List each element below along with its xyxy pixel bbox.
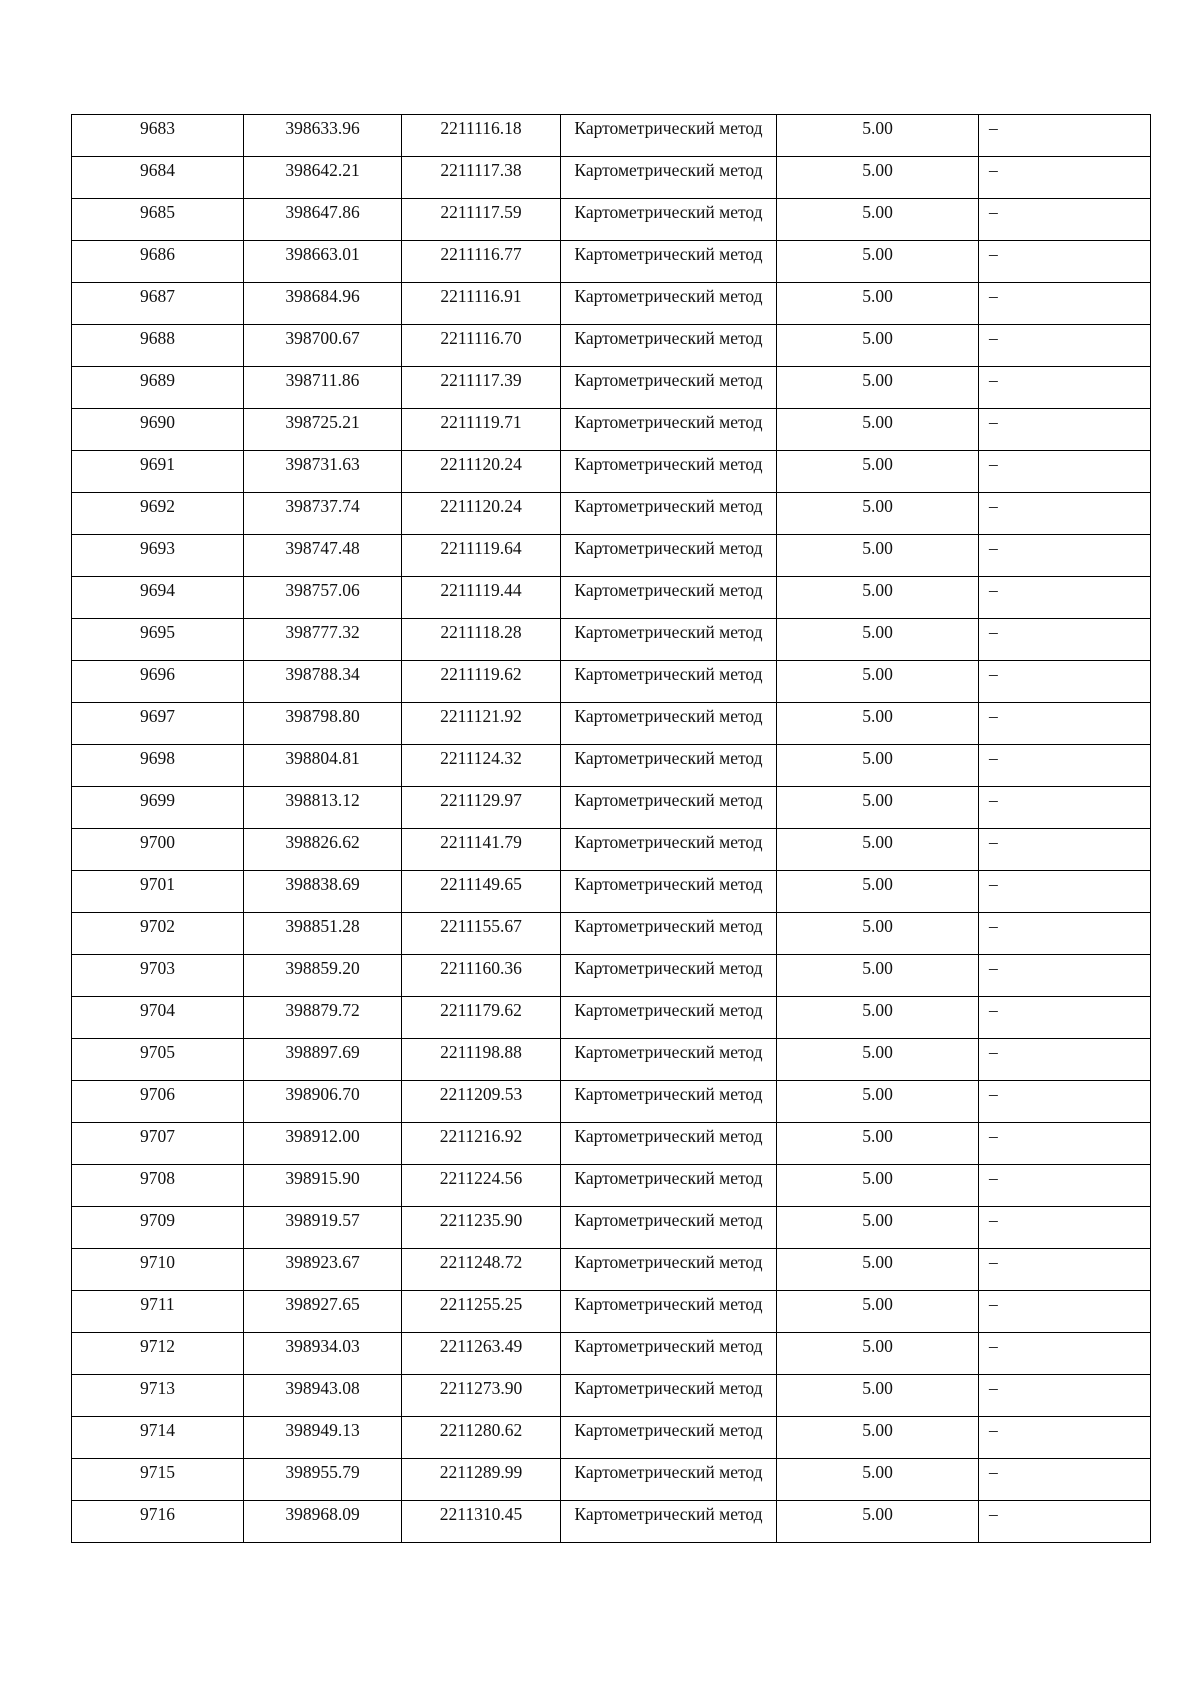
accuracy-cell: 5.00 [777, 1123, 979, 1165]
point-number-cell: 9686 [72, 241, 244, 283]
description-cell: – [979, 199, 1151, 241]
method-cell: Картометрический метод [561, 619, 777, 661]
description-cell: – [979, 157, 1151, 199]
accuracy-cell: 5.00 [777, 1249, 979, 1291]
table-row [72, 115, 1151, 157]
description-cell: – [979, 283, 1151, 325]
description-cell: – [979, 367, 1151, 409]
table-row [72, 1249, 1151, 1291]
accuracy-cell: 5.00 [777, 283, 979, 325]
y-coordinate-cell: 2211129.97 [402, 787, 561, 829]
point-number-cell: 9710 [72, 1249, 244, 1291]
accuracy-cell: 5.00 [777, 955, 979, 997]
description-cell: – [979, 535, 1151, 577]
accuracy-cell: 5.00 [777, 871, 979, 913]
accuracy-cell: 5.00 [777, 1417, 979, 1459]
table-row [72, 241, 1151, 283]
y-coordinate-cell: 2211116.77 [402, 241, 561, 283]
accuracy-cell: 5.00 [777, 619, 979, 661]
method-cell: Картометрический метод [561, 1081, 777, 1123]
description-cell: – [979, 745, 1151, 787]
x-coordinate-cell: 398859.20 [244, 955, 402, 997]
table-row [72, 1333, 1151, 1375]
method-cell: Картометрический метод [561, 1039, 777, 1081]
method-cell: Картометрический метод [561, 157, 777, 199]
y-coordinate-cell: 2211120.24 [402, 493, 561, 535]
accuracy-cell: 5.00 [777, 913, 979, 955]
accuracy-cell: 5.00 [777, 115, 979, 157]
table-row [72, 1207, 1151, 1249]
method-cell: Картометрический метод [561, 829, 777, 871]
table-row [72, 955, 1151, 997]
x-coordinate-cell: 398777.32 [244, 619, 402, 661]
table-row [72, 703, 1151, 745]
table-row [72, 199, 1151, 241]
coordinates-table [71, 114, 1151, 1543]
y-coordinate-cell: 2211116.18 [402, 115, 561, 157]
y-coordinate-cell: 2211280.62 [402, 1417, 561, 1459]
method-cell: Картометрический метод [561, 367, 777, 409]
method-cell: Картометрический метод [561, 1417, 777, 1459]
point-number-cell: 9688 [72, 325, 244, 367]
table-row [72, 409, 1151, 451]
point-number-cell: 9714 [72, 1417, 244, 1459]
y-coordinate-cell: 2211149.65 [402, 871, 561, 913]
x-coordinate-cell: 398897.69 [244, 1039, 402, 1081]
method-cell: Картометрический метод [561, 451, 777, 493]
description-cell: – [979, 871, 1151, 913]
point-number-cell: 9695 [72, 619, 244, 661]
description-cell: – [979, 1207, 1151, 1249]
point-number-cell: 9697 [72, 703, 244, 745]
table-body [72, 115, 1151, 1543]
accuracy-cell: 5.00 [777, 997, 979, 1039]
method-cell: Картометрический метод [561, 661, 777, 703]
description-cell: – [979, 241, 1151, 283]
y-coordinate-cell: 2211141.79 [402, 829, 561, 871]
table-row [72, 367, 1151, 409]
description-cell: – [979, 661, 1151, 703]
table-row [72, 1417, 1151, 1459]
x-coordinate-cell: 398915.90 [244, 1165, 402, 1207]
y-coordinate-cell: 2211310.45 [402, 1501, 561, 1543]
y-coordinate-cell: 2211119.44 [402, 577, 561, 619]
method-cell: Картометрический метод [561, 1123, 777, 1165]
table-row [72, 157, 1151, 199]
description-cell: – [979, 1039, 1151, 1081]
table-row [72, 1459, 1151, 1501]
accuracy-cell: 5.00 [777, 493, 979, 535]
table-row [72, 997, 1151, 1039]
method-cell: Картометрический метод [561, 1459, 777, 1501]
accuracy-cell: 5.00 [777, 367, 979, 409]
table-row [72, 829, 1151, 871]
x-coordinate-cell: 398934.03 [244, 1333, 402, 1375]
point-number-cell: 9715 [72, 1459, 244, 1501]
x-coordinate-cell: 398826.62 [244, 829, 402, 871]
y-coordinate-cell: 2211248.72 [402, 1249, 561, 1291]
point-number-cell: 9698 [72, 745, 244, 787]
description-cell: – [979, 1375, 1151, 1417]
description-cell: – [979, 1417, 1151, 1459]
table-row [72, 493, 1151, 535]
x-coordinate-cell: 398798.80 [244, 703, 402, 745]
point-number-cell: 9700 [72, 829, 244, 871]
description-cell: – [979, 787, 1151, 829]
x-coordinate-cell: 398737.74 [244, 493, 402, 535]
table-row [72, 661, 1151, 703]
method-cell: Картометрический метод [561, 409, 777, 451]
x-coordinate-cell: 398851.28 [244, 913, 402, 955]
method-cell: Картометрический метод [561, 1501, 777, 1543]
method-cell: Картометрический метод [561, 241, 777, 283]
x-coordinate-cell: 398700.67 [244, 325, 402, 367]
accuracy-cell: 5.00 [777, 1165, 979, 1207]
point-number-cell: 9704 [72, 997, 244, 1039]
method-cell: Картометрический метод [561, 871, 777, 913]
point-number-cell: 9693 [72, 535, 244, 577]
description-cell: – [979, 1123, 1151, 1165]
table-row [72, 577, 1151, 619]
x-coordinate-cell: 398906.70 [244, 1081, 402, 1123]
y-coordinate-cell: 2211255.25 [402, 1291, 561, 1333]
y-coordinate-cell: 2211289.99 [402, 1459, 561, 1501]
table-row [72, 1039, 1151, 1081]
x-coordinate-cell: 398711.86 [244, 367, 402, 409]
x-coordinate-cell: 398879.72 [244, 997, 402, 1039]
x-coordinate-cell: 398943.08 [244, 1375, 402, 1417]
point-number-cell: 9696 [72, 661, 244, 703]
description-cell: – [979, 1165, 1151, 1207]
x-coordinate-cell: 398919.57 [244, 1207, 402, 1249]
x-coordinate-cell: 398788.34 [244, 661, 402, 703]
description-cell: – [979, 1249, 1151, 1291]
accuracy-cell: 5.00 [777, 199, 979, 241]
y-coordinate-cell: 2211120.24 [402, 451, 561, 493]
x-coordinate-cell: 398725.21 [244, 409, 402, 451]
y-coordinate-cell: 2211235.90 [402, 1207, 561, 1249]
description-cell: – [979, 1291, 1151, 1333]
description-cell: – [979, 619, 1151, 661]
description-cell: – [979, 703, 1151, 745]
accuracy-cell: 5.00 [777, 535, 979, 577]
x-coordinate-cell: 398968.09 [244, 1501, 402, 1543]
y-coordinate-cell: 2211116.70 [402, 325, 561, 367]
table-row [72, 325, 1151, 367]
description-cell: – [979, 829, 1151, 871]
x-coordinate-cell: 398949.13 [244, 1417, 402, 1459]
x-coordinate-cell: 398684.96 [244, 283, 402, 325]
point-number-cell: 9706 [72, 1081, 244, 1123]
x-coordinate-cell: 398912.00 [244, 1123, 402, 1165]
x-coordinate-cell: 398747.48 [244, 535, 402, 577]
method-cell: Картометрический метод [561, 115, 777, 157]
point-number-cell: 9716 [72, 1501, 244, 1543]
table-row [72, 787, 1151, 829]
table-row [72, 745, 1151, 787]
method-cell: Картометрический метод [561, 703, 777, 745]
point-number-cell: 9707 [72, 1123, 244, 1165]
accuracy-cell: 5.00 [777, 409, 979, 451]
accuracy-cell: 5.00 [777, 661, 979, 703]
method-cell: Картометрический метод [561, 955, 777, 997]
y-coordinate-cell: 2211118.28 [402, 619, 561, 661]
point-number-cell: 9709 [72, 1207, 244, 1249]
description-cell: – [979, 409, 1151, 451]
table-row [72, 871, 1151, 913]
method-cell: Картометрический метод [561, 535, 777, 577]
x-coordinate-cell: 398663.01 [244, 241, 402, 283]
method-cell: Картометрический метод [561, 577, 777, 619]
table-row [72, 283, 1151, 325]
point-number-cell: 9705 [72, 1039, 244, 1081]
accuracy-cell: 5.00 [777, 745, 979, 787]
x-coordinate-cell: 398955.79 [244, 1459, 402, 1501]
x-coordinate-cell: 398927.65 [244, 1291, 402, 1333]
description-cell: – [979, 115, 1151, 157]
method-cell: Картометрический метод [561, 1165, 777, 1207]
accuracy-cell: 5.00 [777, 1333, 979, 1375]
point-number-cell: 9712 [72, 1333, 244, 1375]
table-row [72, 1123, 1151, 1165]
method-cell: Картометрический метод [561, 997, 777, 1039]
table-row [72, 619, 1151, 661]
table-row [72, 1375, 1151, 1417]
y-coordinate-cell: 2211198.88 [402, 1039, 561, 1081]
point-number-cell: 9689 [72, 367, 244, 409]
x-coordinate-cell: 398633.96 [244, 115, 402, 157]
point-number-cell: 9692 [72, 493, 244, 535]
y-coordinate-cell: 2211273.90 [402, 1375, 561, 1417]
y-coordinate-cell: 2211119.62 [402, 661, 561, 703]
y-coordinate-cell: 2211117.39 [402, 367, 561, 409]
method-cell: Картометрический метод [561, 1207, 777, 1249]
point-number-cell: 9699 [72, 787, 244, 829]
method-cell: Картометрический метод [561, 1291, 777, 1333]
y-coordinate-cell: 2211224.56 [402, 1165, 561, 1207]
y-coordinate-cell: 2211119.64 [402, 535, 561, 577]
point-number-cell: 9713 [72, 1375, 244, 1417]
description-cell: – [979, 1459, 1151, 1501]
y-coordinate-cell: 2211263.49 [402, 1333, 561, 1375]
x-coordinate-cell: 398731.63 [244, 451, 402, 493]
accuracy-cell: 5.00 [777, 451, 979, 493]
point-number-cell: 9684 [72, 157, 244, 199]
point-number-cell: 9685 [72, 199, 244, 241]
description-cell: – [979, 325, 1151, 367]
table-row [72, 913, 1151, 955]
method-cell: Картометрический метод [561, 1249, 777, 1291]
y-coordinate-cell: 2211116.91 [402, 283, 561, 325]
method-cell: Картометрический метод [561, 493, 777, 535]
description-cell: – [979, 955, 1151, 997]
method-cell: Картометрический метод [561, 325, 777, 367]
description-cell: – [979, 1081, 1151, 1123]
x-coordinate-cell: 398923.67 [244, 1249, 402, 1291]
y-coordinate-cell: 2211117.38 [402, 157, 561, 199]
table-row [72, 1501, 1151, 1543]
accuracy-cell: 5.00 [777, 1375, 979, 1417]
accuracy-cell: 5.00 [777, 1207, 979, 1249]
y-coordinate-cell: 2211209.53 [402, 1081, 561, 1123]
x-coordinate-cell: 398804.81 [244, 745, 402, 787]
table-row [72, 1291, 1151, 1333]
x-coordinate-cell: 398647.86 [244, 199, 402, 241]
method-cell: Картометрический метод [561, 745, 777, 787]
accuracy-cell: 5.00 [777, 703, 979, 745]
method-cell: Картометрический метод [561, 283, 777, 325]
method-cell: Картометрический метод [561, 199, 777, 241]
point-number-cell: 9702 [72, 913, 244, 955]
accuracy-cell: 5.00 [777, 325, 979, 367]
point-number-cell: 9694 [72, 577, 244, 619]
description-cell: – [979, 1501, 1151, 1543]
y-coordinate-cell: 2211179.62 [402, 997, 561, 1039]
y-coordinate-cell: 2211155.67 [402, 913, 561, 955]
point-number-cell: 9687 [72, 283, 244, 325]
accuracy-cell: 5.00 [777, 829, 979, 871]
accuracy-cell: 5.00 [777, 157, 979, 199]
method-cell: Картометрический метод [561, 1333, 777, 1375]
y-coordinate-cell: 2211160.36 [402, 955, 561, 997]
point-number-cell: 9690 [72, 409, 244, 451]
accuracy-cell: 5.00 [777, 1501, 979, 1543]
accuracy-cell: 5.00 [777, 577, 979, 619]
point-number-cell: 9711 [72, 1291, 244, 1333]
accuracy-cell: 5.00 [777, 787, 979, 829]
table-row [72, 535, 1151, 577]
x-coordinate-cell: 398642.21 [244, 157, 402, 199]
y-coordinate-cell: 2211121.92 [402, 703, 561, 745]
table-row [72, 1081, 1151, 1123]
accuracy-cell: 5.00 [777, 241, 979, 283]
description-cell: – [979, 1333, 1151, 1375]
x-coordinate-cell: 398757.06 [244, 577, 402, 619]
accuracy-cell: 5.00 [777, 1081, 979, 1123]
y-coordinate-cell: 2211117.59 [402, 199, 561, 241]
accuracy-cell: 5.00 [777, 1039, 979, 1081]
x-coordinate-cell: 398838.69 [244, 871, 402, 913]
description-cell: – [979, 493, 1151, 535]
accuracy-cell: 5.00 [777, 1291, 979, 1333]
x-coordinate-cell: 398813.12 [244, 787, 402, 829]
point-number-cell: 9701 [72, 871, 244, 913]
method-cell: Картометрический метод [561, 1375, 777, 1417]
accuracy-cell: 5.00 [777, 1459, 979, 1501]
method-cell: Картометрический метод [561, 913, 777, 955]
y-coordinate-cell: 2211216.92 [402, 1123, 561, 1165]
y-coordinate-cell: 2211124.32 [402, 745, 561, 787]
table-row [72, 451, 1151, 493]
table-row [72, 1165, 1151, 1207]
y-coordinate-cell: 2211119.71 [402, 409, 561, 451]
method-cell: Картометрический метод [561, 787, 777, 829]
point-number-cell: 9708 [72, 1165, 244, 1207]
point-number-cell: 9683 [72, 115, 244, 157]
description-cell: – [979, 913, 1151, 955]
point-number-cell: 9703 [72, 955, 244, 997]
description-cell: – [979, 577, 1151, 619]
description-cell: – [979, 451, 1151, 493]
point-number-cell: 9691 [72, 451, 244, 493]
description-cell: – [979, 997, 1151, 1039]
